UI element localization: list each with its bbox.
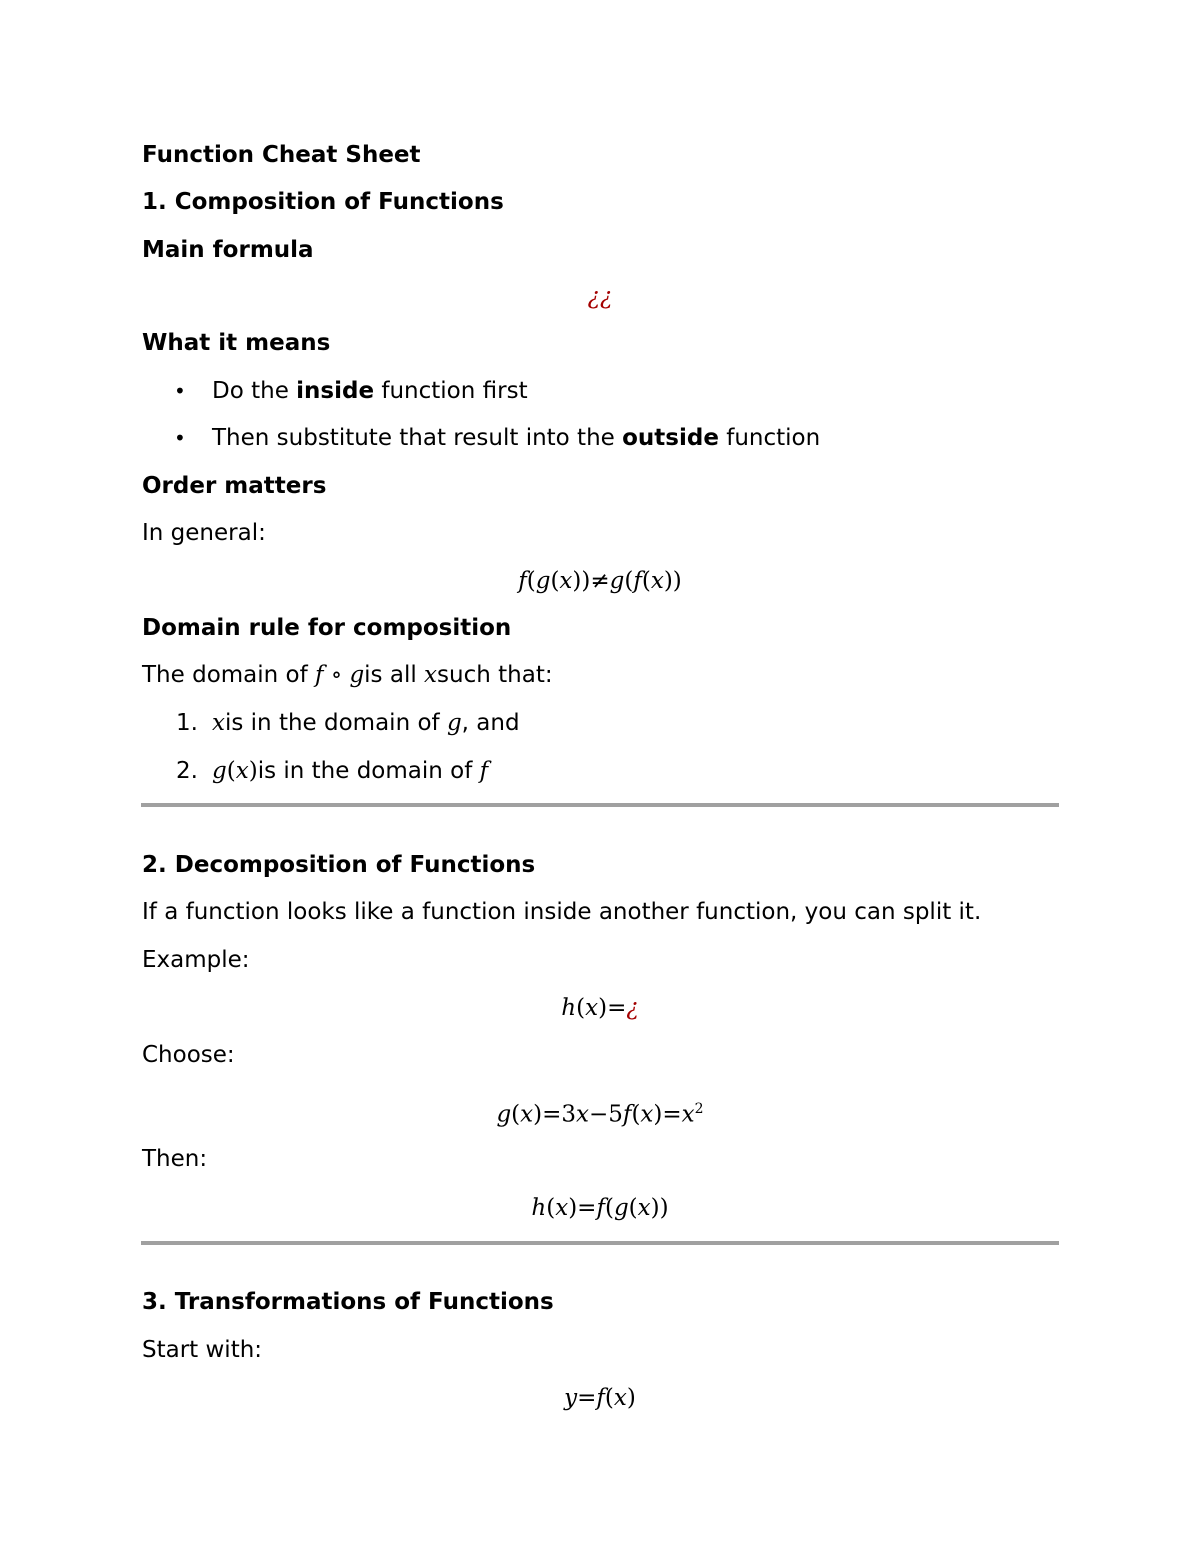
math-var: x [559, 568, 573, 594]
math-sym: = [577, 1385, 597, 1411]
main-formula-text: ¿¿ [587, 284, 613, 310]
then-equation [0, 1193, 1200, 1223]
math-var: x [640, 1101, 654, 1128]
math-var: g [496, 1101, 512, 1128]
section-1-heading: 1. Composition of Functions [142, 189, 504, 215]
math-var: x [613, 1385, 627, 1411]
section-3-heading: 3. Transformations of Functions [142, 1289, 554, 1315]
math-sym: ( [550, 568, 560, 594]
text: is in the domain of [257, 758, 480, 784]
math-var: x [650, 568, 664, 594]
math-var: x [681, 1101, 695, 1128]
bullet-text: Then substitute that result into the [212, 425, 623, 451]
math-var: f [633, 568, 642, 594]
math-var: f [479, 758, 489, 784]
math-var: y [564, 1385, 578, 1411]
list-number: 2. [176, 758, 198, 784]
math-sym: )) [663, 568, 682, 594]
text: is in the domain of [224, 710, 447, 736]
math-var: h [531, 1195, 547, 1221]
math-var: f [518, 568, 527, 594]
math-var: x [585, 995, 599, 1021]
math-var: g [609, 568, 625, 594]
domain-line [142, 660, 553, 690]
math-exponent: 2 [694, 1101, 704, 1117]
math-var: g [535, 568, 551, 594]
math-sym: )= [653, 1101, 682, 1128]
math-sym: ( [546, 1195, 556, 1221]
math-var: x [637, 1195, 651, 1221]
domain-condition-1 [212, 708, 520, 738]
domain-condition-2 [212, 756, 488, 786]
bullet-text: function [718, 425, 821, 451]
in-general-label: In general: [142, 520, 266, 546]
domain-rule-label: Domain rule for composition [142, 615, 512, 641]
math-sym: ( [641, 568, 651, 594]
math-var: x [212, 710, 225, 736]
start-equation [0, 1383, 1200, 1413]
section-2-heading: 2. Decomposition of Functions [142, 852, 536, 878]
math-sym: ( [631, 1101, 641, 1128]
then-label: Then: [142, 1146, 208, 1172]
order-matters-label: Order matters [142, 473, 327, 499]
math-var: x [235, 758, 249, 784]
math-sym: ( [604, 1195, 614, 1221]
example-equation [0, 993, 1200, 1023]
math-sym: ( [576, 995, 586, 1021]
math-var: x [576, 1101, 590, 1128]
math-var: g [446, 710, 462, 736]
math-var: x [555, 1195, 569, 1221]
text: , and [461, 710, 520, 736]
bullet-text: function first [374, 378, 528, 404]
bullet-item-outside [212, 423, 820, 453]
bullet-marker: • [174, 379, 186, 403]
math-sym: ( [624, 568, 634, 594]
decomposition-intro: If a function looks like a function inside another function, you can split it. [142, 899, 982, 925]
math-var: f [596, 1385, 605, 1411]
start-with-label: Start with: [142, 1337, 263, 1363]
math-var: x [424, 662, 438, 688]
math-var: h [561, 995, 577, 1021]
math-var: g [212, 758, 227, 784]
choose-equation [0, 1094, 1200, 1130]
choose-label: Choose: [142, 1042, 235, 1068]
text: such that: [437, 662, 553, 688]
math-var: f [622, 1101, 632, 1128]
math-sym: ( [226, 758, 236, 784]
example-label: Example: [142, 947, 250, 973]
bullet-bold: inside [296, 378, 375, 404]
math-sym: ))≠ [572, 568, 610, 594]
math-sym: ) [626, 1385, 636, 1411]
bullet-marker: • [174, 426, 186, 450]
math-var: g [613, 1195, 629, 1221]
what-it-means-label: What it means [142, 330, 331, 356]
main-formula-label: Main formula [142, 237, 314, 263]
document-title: Function Cheat Sheet [142, 142, 421, 168]
math-sym: ( [604, 1385, 614, 1411]
bullet-item-inside [212, 376, 528, 406]
bullet-bold: outside [622, 425, 719, 451]
section-divider [141, 1241, 1059, 1245]
math-sym: ( [511, 1101, 521, 1128]
math-sym: ( [628, 1195, 638, 1221]
section-divider [141, 803, 1059, 807]
math-sym: −5 [589, 1101, 623, 1128]
math-sym: ( [526, 568, 536, 594]
math-sym: )= [568, 1195, 597, 1221]
math-var: x [520, 1101, 534, 1128]
text: The domain of [142, 662, 316, 688]
composition-inequality [0, 566, 1200, 596]
text: is all [364, 662, 425, 688]
math-var: f ∘ g [315, 662, 365, 688]
main-formula [0, 282, 1200, 312]
math-sym: )=3 [533, 1101, 577, 1128]
math-var: f [596, 1195, 605, 1221]
math-sym: ) [248, 758, 258, 784]
bullet-text: Do the [212, 378, 297, 404]
math-var: ¿ [626, 995, 639, 1021]
math-sym: )) [650, 1195, 669, 1221]
math-sym: )= [598, 995, 627, 1021]
list-number: 1. [176, 710, 198, 736]
